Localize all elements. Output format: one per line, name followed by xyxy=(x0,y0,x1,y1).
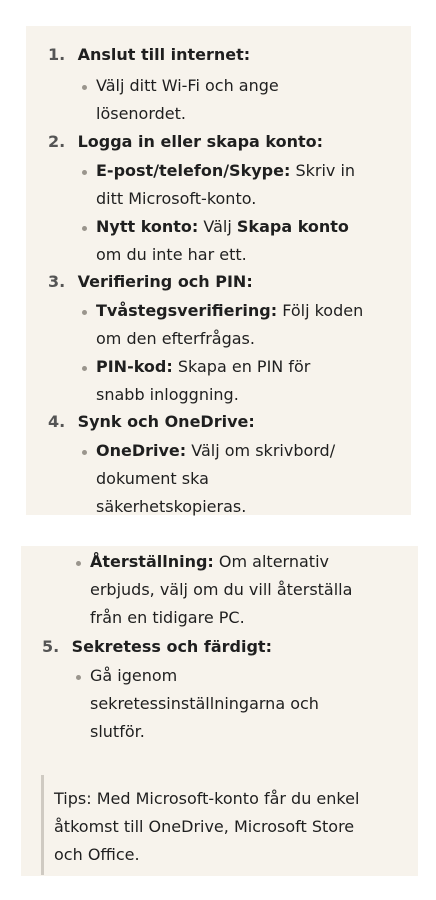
list-item: Välj ditt Wi-Fi och ange lösenordet. xyxy=(96,76,279,123)
tip-text: Tips: Med Microsoft-konto får du enkel åtkomst till OneDrive, Microsoft Store och Office. xyxy=(54,789,360,864)
list-item: PIN-kod: Skapa en PIN för snabb inloggning. xyxy=(96,357,311,404)
bullet-icon xyxy=(82,366,87,371)
bullet-icon xyxy=(82,226,87,231)
step-2-heading xyxy=(48,130,323,154)
step-4-heading xyxy=(48,410,255,434)
step-title: Anslut till internet: xyxy=(77,45,251,64)
step-number: 3. xyxy=(48,272,66,291)
step-number: 5. xyxy=(42,637,60,656)
bullet-icon xyxy=(82,450,87,455)
step-3-heading xyxy=(48,270,253,294)
instructions-panel-top xyxy=(26,26,411,515)
step-number: 1. xyxy=(48,45,66,64)
step-title: Synk och OneDrive: xyxy=(77,412,255,431)
bullet-icon xyxy=(82,310,87,315)
list-item: Tvåstegsverifiering: Följ koden om den efterfrågas. xyxy=(96,301,364,348)
instructions-panel-bottom xyxy=(21,546,418,876)
bullet-icon xyxy=(76,675,81,680)
step-number: 2. xyxy=(48,132,66,151)
tip-quote-bar xyxy=(41,775,44,875)
list-item: E-post/telefon/Skype: Skriv in ditt Microsoft-konto. xyxy=(96,161,356,208)
list-item: Nytt konto: Välj Skapa konto om du inte har ett. xyxy=(96,217,349,264)
step-title: Verifiering och PIN: xyxy=(77,272,253,291)
bullet-icon xyxy=(76,561,81,566)
step-5-heading xyxy=(42,635,272,659)
bullet-icon xyxy=(82,85,87,90)
list-item: OneDrive: Välj om skrivbord/ dokument ska säkerhetskopieras. xyxy=(96,441,336,516)
list-item: Gå igenom sekretessinställningarna och slutför. xyxy=(90,666,319,741)
step-title: Logga in eller skapa konto: xyxy=(77,132,324,151)
step-title: Sekretess och färdigt: xyxy=(71,637,272,656)
bullet-icon xyxy=(82,170,87,175)
list-item: Återställning: Om alternativ erbjuds, välj om du vill återställa från en tidigare PC. xyxy=(90,552,353,627)
step-number: 4. xyxy=(48,412,66,431)
step-1-heading xyxy=(48,43,250,67)
